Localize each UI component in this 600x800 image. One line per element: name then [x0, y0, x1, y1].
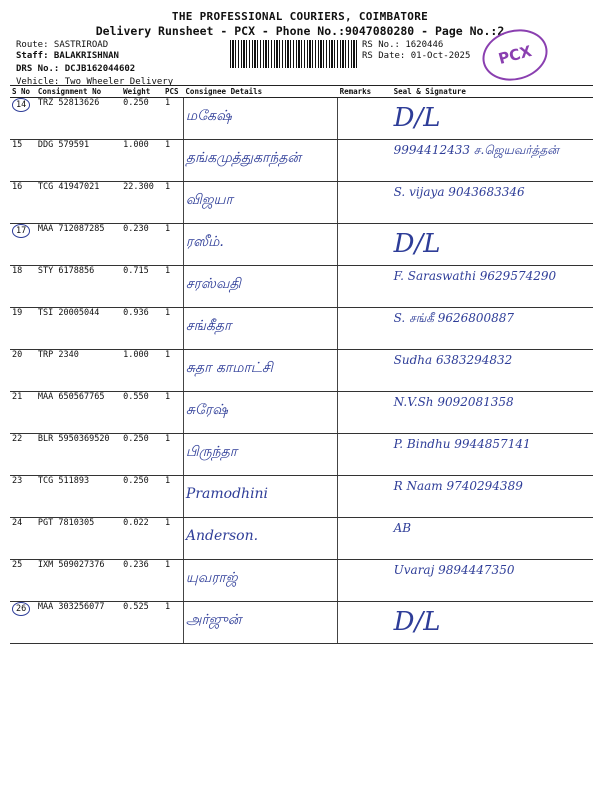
row-weight: 0.250 — [121, 98, 163, 140]
col-pcs: PCS — [163, 86, 183, 98]
col-sno: S No — [10, 86, 36, 98]
col-seal: Seal & Signature — [392, 86, 593, 98]
sno-value: 16 — [12, 182, 23, 192]
row-consignee — [183, 98, 337, 140]
row-seal — [392, 266, 593, 308]
row-seal — [392, 560, 593, 602]
row-consignee — [183, 182, 337, 224]
row-consignment: TCG 511893 — [36, 476, 121, 518]
row-consignee — [183, 602, 337, 644]
barcode — [230, 40, 358, 68]
row-seal — [392, 518, 593, 560]
signature-handwriting: R Naam 9740294389 — [393, 479, 523, 493]
signature-handwriting: S. vijaya 9043683346 — [393, 185, 525, 199]
row-seal — [392, 392, 593, 434]
row-seal — [392, 476, 593, 518]
sno-value: 21 — [12, 392, 23, 402]
signature-handwriting: D/L — [393, 103, 441, 133]
row-pcs: 1 — [163, 518, 183, 560]
row-seal — [392, 602, 593, 644]
row-sno — [10, 476, 36, 518]
row-pcs: 1 — [163, 182, 183, 224]
row-remarks — [338, 350, 392, 392]
row-consignment: BLR 5950369520 — [36, 434, 121, 476]
row-remarks — [338, 392, 392, 434]
row-weight: 0.936 — [121, 308, 163, 350]
row-seal — [392, 140, 593, 182]
row-sno — [10, 224, 36, 266]
row-seal — [392, 434, 593, 476]
sno-value: 24 — [12, 518, 23, 528]
row-sno — [10, 266, 36, 308]
vehicle-label: Vehicle: Two Wheeler Delivery — [16, 77, 174, 87]
row-sno — [10, 140, 36, 182]
row-seal — [392, 98, 593, 140]
col-weight: Weight — [121, 86, 163, 98]
row-weight: 1.000 — [121, 350, 163, 392]
consignee-handwriting: தங்கமுத்துகாந்தன் — [185, 150, 302, 166]
table-row — [10, 602, 593, 644]
row-consignment: PGT 7810305 — [36, 518, 121, 560]
row-remarks — [338, 266, 392, 308]
company-title: THE PROFESSIONAL COURIERS, COIMBATORE — [171, 10, 429, 23]
table-row — [10, 182, 593, 224]
signature-handwriting: F. Saraswathi 9629574290 — [393, 269, 557, 283]
consignee-handwriting: பிருந்தா — [185, 444, 238, 460]
table-row — [10, 476, 593, 518]
consignee-handwriting: சுதா காமாட்சி — [185, 360, 273, 376]
consignee-handwriting: Anderson. — [185, 528, 259, 544]
staff-label: Staff: BALAKRISHNAN — [16, 51, 119, 61]
sno-value: 15 — [12, 140, 23, 150]
route-label: Route: SASTRIROAD — [16, 40, 109, 50]
col-consignee: Consignee Details — [183, 86, 337, 98]
row-sno — [10, 602, 36, 644]
row-remarks — [338, 518, 392, 560]
row-pcs: 1 — [163, 392, 183, 434]
row-consignment: TRZ 52813626 — [36, 98, 121, 140]
table-row — [10, 392, 593, 434]
row-consignee — [183, 560, 337, 602]
row-consignment: TSI 20005044 — [36, 308, 121, 350]
row-pcs: 1 — [163, 476, 183, 518]
rs-number: RS No.: 1620446 — [362, 40, 444, 50]
row-remarks — [338, 140, 392, 182]
table-row — [10, 140, 593, 182]
drs-label: DRS No.: DCJB162044602 — [16, 64, 136, 74]
table-row — [10, 518, 593, 560]
row-consignee — [183, 392, 337, 434]
route-info — [16, 40, 173, 88]
signature-handwriting: AB — [393, 521, 412, 535]
row-consignee — [183, 266, 337, 308]
row-weight: 22.300 — [121, 182, 163, 224]
row-sno — [10, 518, 36, 560]
row-consignee — [183, 140, 337, 182]
row-sno — [10, 98, 36, 140]
signature-handwriting: S. சங்கீ 9626800887 — [393, 311, 515, 325]
row-seal — [392, 182, 593, 224]
table-row — [10, 308, 593, 350]
signature-handwriting: D/L — [393, 607, 441, 637]
row-weight: 0.715 — [121, 266, 163, 308]
row-weight: 0.022 — [121, 518, 163, 560]
runsheet-title: Delivery Runsheet - PCX - Phone No.:9047080280 - Page No.:2 — [95, 24, 505, 38]
consignee-handwriting: சுரேஷ் — [185, 402, 228, 418]
signature-handwriting: Sudha 6383294832 — [393, 353, 513, 367]
row-consignee — [183, 350, 337, 392]
pcx-stamp: PCX — [477, 22, 554, 87]
row-pcs: 1 — [163, 560, 183, 602]
consignee-handwriting: மகேஷ் — [185, 108, 232, 124]
runsheet-table — [10, 85, 593, 644]
row-consignee — [183, 224, 337, 266]
signature-handwriting: 9994412433 ச.ஜெயவர்த்தன் — [393, 143, 559, 157]
row-remarks — [338, 224, 392, 266]
row-consignment: DDG 579591 — [36, 140, 121, 182]
row-pcs: 1 — [163, 602, 183, 644]
col-consignment: Consignment No — [36, 86, 121, 98]
row-pcs: 1 — [163, 434, 183, 476]
sno-value: 26 — [12, 602, 30, 616]
row-weight: 0.230 — [121, 224, 163, 266]
consignee-handwriting: யுவராஜ் — [185, 570, 238, 586]
row-remarks — [338, 560, 392, 602]
table-row — [10, 224, 593, 266]
row-remarks — [338, 182, 392, 224]
signature-handwriting: P. Bindhu 9944857141 — [393, 437, 531, 451]
row-consignment: MAA 650567765 — [36, 392, 121, 434]
sno-value: 22 — [12, 434, 23, 444]
row-sno — [10, 392, 36, 434]
row-remarks — [338, 476, 392, 518]
row-weight: 0.250 — [121, 476, 163, 518]
table-row — [10, 98, 593, 140]
row-consignment: IXM 509027376 — [36, 560, 121, 602]
row-remarks — [338, 98, 392, 140]
row-consignment: STY 6178856 — [36, 266, 121, 308]
signature-handwriting: N.V.Sh 9092081358 — [393, 395, 514, 409]
row-pcs: 1 — [163, 98, 183, 140]
sno-value: 20 — [12, 350, 23, 360]
row-sno — [10, 434, 36, 476]
row-consignee — [183, 308, 337, 350]
row-remarks — [338, 434, 392, 476]
table-row — [10, 350, 593, 392]
table-row — [10, 266, 593, 308]
row-consignment: TCG 41947021 — [36, 182, 121, 224]
row-consignment: MAA 303256077 — [36, 602, 121, 644]
row-sno — [10, 350, 36, 392]
sno-value: 14 — [12, 98, 30, 112]
sno-value: 25 — [12, 560, 23, 570]
row-seal — [392, 224, 593, 266]
sno-value: 23 — [12, 476, 23, 486]
row-consignee — [183, 434, 337, 476]
table-row — [10, 560, 593, 602]
row-sno — [10, 308, 36, 350]
rs-date: RS Date: 01-Oct-2025 — [362, 51, 471, 61]
signature-handwriting: Uvaraj 9894447350 — [393, 563, 515, 577]
consignee-handwriting: Pramodhini — [185, 486, 269, 502]
consignee-handwriting: சங்கீதா — [185, 318, 232, 334]
row-pcs: 1 — [163, 140, 183, 182]
table-row — [10, 434, 593, 476]
sno-value: 18 — [12, 266, 23, 276]
rs-info — [362, 40, 470, 62]
row-sno — [10, 560, 36, 602]
table-header-row — [10, 86, 593, 98]
col-remarks: Remarks — [338, 86, 392, 98]
row-pcs: 1 — [163, 224, 183, 266]
row-consignment: TRP 2340 — [36, 350, 121, 392]
row-consignee — [183, 476, 337, 518]
row-pcs: 1 — [163, 350, 183, 392]
sno-value: 17 — [12, 224, 30, 238]
row-consignment: MAA 712087285 — [36, 224, 121, 266]
row-weight: 0.525 — [121, 602, 163, 644]
row-seal — [392, 350, 593, 392]
row-sno — [10, 182, 36, 224]
consignee-handwriting: ரஸீம். — [185, 234, 224, 250]
row-pcs: 1 — [163, 266, 183, 308]
row-remarks — [338, 308, 392, 350]
row-weight: 0.250 — [121, 434, 163, 476]
consignee-handwriting: விஜயா — [185, 192, 233, 208]
row-consignee — [183, 518, 337, 560]
row-weight: 1.000 — [121, 140, 163, 182]
row-pcs: 1 — [163, 308, 183, 350]
consignee-handwriting: அர்ஜுன் — [185, 612, 242, 628]
consignee-handwriting: சரஸ்வதி — [185, 276, 241, 292]
row-weight: 0.550 — [121, 392, 163, 434]
row-seal — [392, 308, 593, 350]
row-weight: 0.236 — [121, 560, 163, 602]
row-remarks — [338, 602, 392, 644]
sno-value: 19 — [12, 308, 23, 318]
signature-handwriting: D/L — [393, 229, 441, 259]
